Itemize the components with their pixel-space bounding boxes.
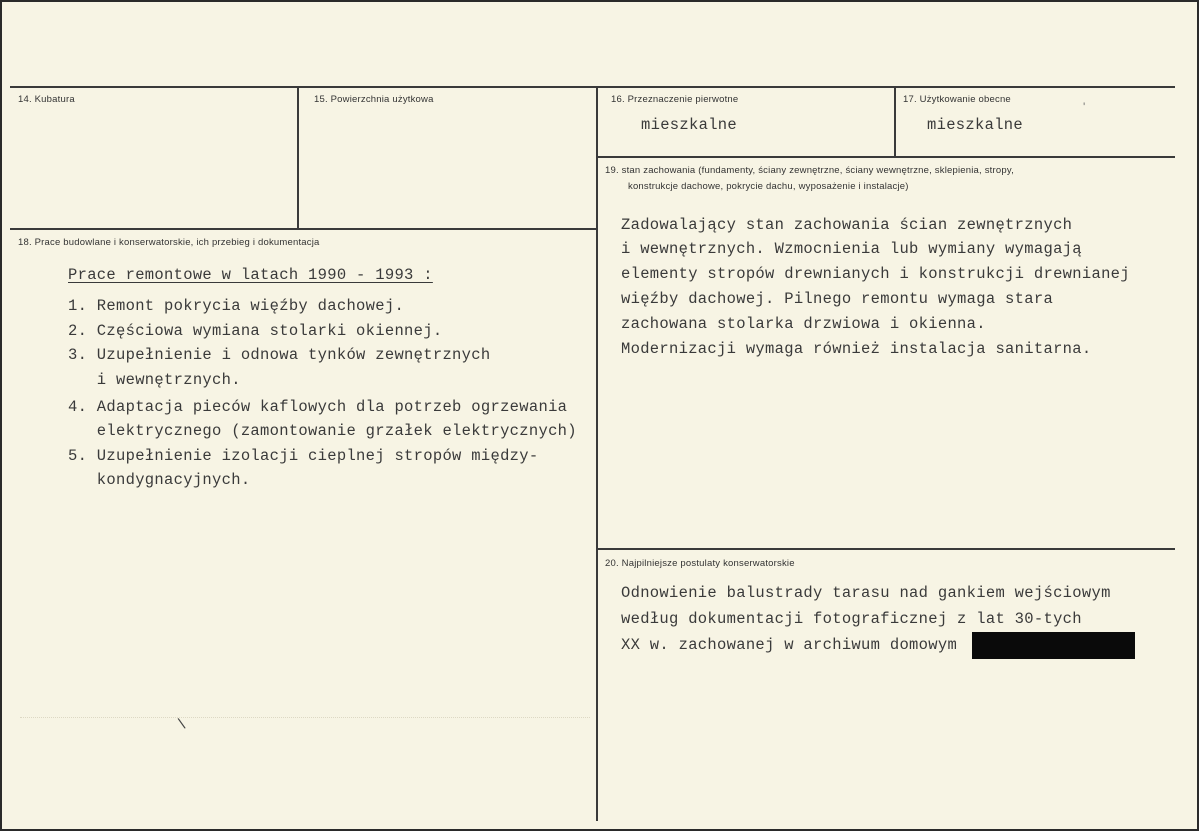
field-18-line: 4. Adaptacja pieców kaflowych dla potrzeb ogrzewania (68, 398, 568, 416)
field-18-line: elektrycznego (zamontowanie grzałek elektrycznych) (68, 422, 577, 440)
stray-pen-mark: ' (1083, 100, 1086, 114)
faint-dotted-line (20, 717, 590, 718)
field-17-value: mieszkalne (927, 116, 1024, 134)
field-19-line: i wewnętrznych. Wzmocnienia lub wymiany wymagają (621, 240, 1082, 258)
rule-divider-14-15 (297, 86, 299, 229)
rule-top (10, 86, 1175, 88)
field-16-value: mieszkalne (641, 116, 738, 134)
field-19-line: Zadowalający stan zachowania ścian zewnętrznych (621, 216, 1073, 234)
redaction-box (972, 632, 1135, 659)
field-16-label: 16. Przeznaczenie pierwotne (611, 94, 739, 105)
field-18-line: 5. Uzupełnienie izolacji cieplnej stropów między- (68, 447, 539, 465)
rule-under-14-15 (10, 228, 598, 230)
field-20-line: Odnowienie balustrady tarasu nad gankiem wejściowym (621, 584, 1111, 602)
field-18-heading: Prace remontowe w latach 1990 - 1993 : (68, 266, 433, 284)
stray-pen-mark: \ (177, 715, 188, 734)
field-18-line: 3. Uzupełnienie i odnowa tynków zewnętrznych (68, 346, 491, 364)
rule-above-20 (596, 548, 1175, 550)
field-17-label: 17. Użytkowanie obecne (903, 94, 1011, 105)
field-18-line: kondygnacyjnych. (68, 471, 251, 489)
field-18-line: 1. Remont pokrycia więźby dachowej. (68, 297, 405, 315)
field-20-line: XX w. zachowanej w archiwum domowym (621, 636, 958, 654)
field-19-line: elementy stropów drewnianych i konstrukcji drewnianej (621, 265, 1130, 283)
field-19-label-line1: 19. stan zachowania (fundamenty, ściany zewnętrzne, ściany wewnętrzne, sklepienia, stropy, (605, 165, 1014, 176)
field-18-label: 18. Prace budowlane i konserwatorskie, ich przebieg i dokumentacja (18, 237, 320, 248)
field-19-label-line2: konstrukcje dachowe, pokrycie dachu, wyposażenie i instalacje) (628, 181, 909, 192)
rule-divider-16-17 (894, 86, 896, 156)
field-20-label: 20. Najpilniejsze postulaty konserwatorskie (605, 558, 795, 569)
field-19-line: Modernizacji wymaga również instalacja sanitarna. (621, 340, 1092, 358)
field-20-line: według dokumentacji fotograficznej z lat 30-tych (621, 610, 1082, 628)
rule-under-16-17 (596, 156, 1175, 158)
field-18-line: i wewnętrznych. (68, 371, 241, 389)
rule-divider-main (596, 86, 598, 821)
field-19-line: więźby dachowej. Pilnego remontu wymaga stara (621, 290, 1054, 308)
field-15-label: 15. Powierzchnia użytkowa (314, 94, 434, 105)
field-14-label: 14. Kubatura (18, 94, 75, 105)
field-19-line: zachowana stolarka drzwiowa i okienna. (621, 315, 986, 333)
field-18-line: 2. Częściowa wymiana stolarki okiennej. (68, 322, 443, 340)
